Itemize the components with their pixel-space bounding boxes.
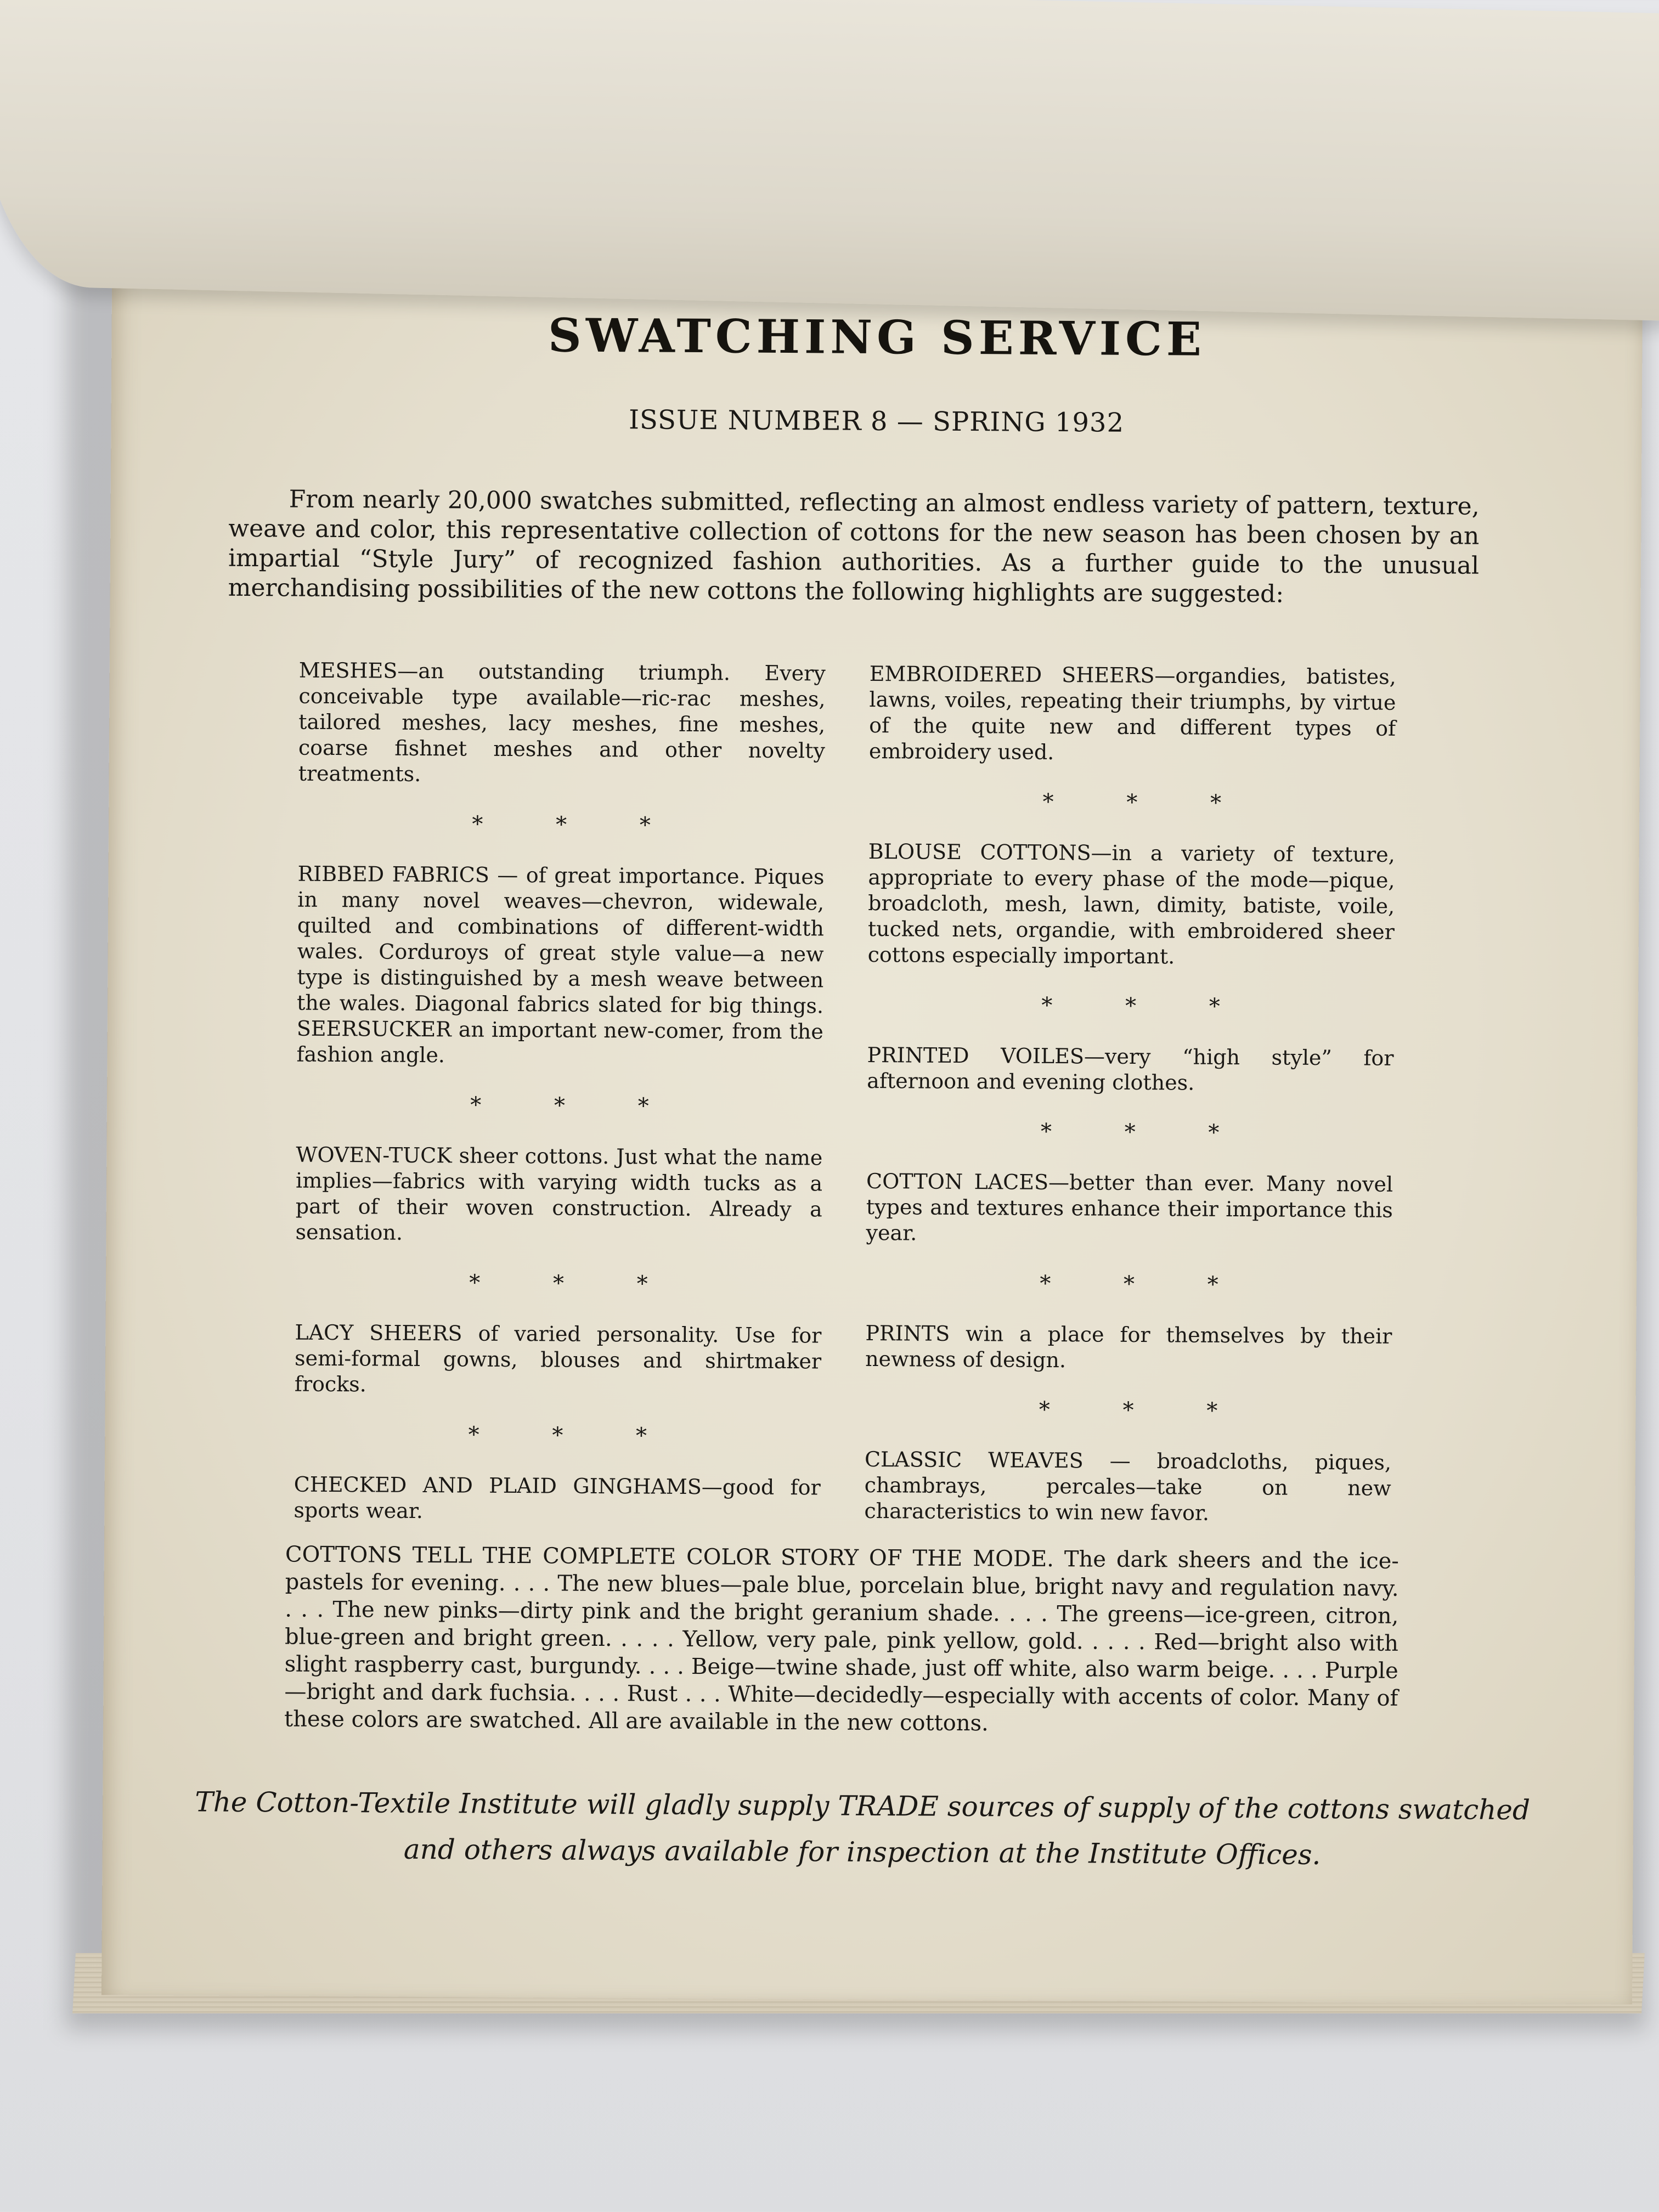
highlight-printed-voiles: PRINTED VOILES—very “high style” for afternoon and evening clothes. xyxy=(867,1042,1394,1095)
separator-stars: * * * xyxy=(470,1092,682,1119)
highlight-embroidered-sheers: EMBROIDERED SHEERS—organdies, batistes, lawns, voiles, repeating their triumphs, by virtue of the quite new and different types of embroidery used. xyxy=(868,661,1396,765)
document-page xyxy=(101,201,1643,2005)
highlight-classic-weaves: CLASSIC WEAVES — broadcloths, piques, chambrays, percales—take on new characteristics to win new favor. xyxy=(864,1447,1392,1525)
intro-paragraph: From nearly 20,000 swatches submitted, reflecting an almost endless variety of pattern, texture, weave and color, this representative collection of cottons for the new season has been chosen by an impartial “Style Jury” of recognized fashion authorities. As a further guide to the unusual merchandising possibilities of the new cottons the following highlights are suggested: xyxy=(228,485,1480,608)
color-story-paragraph: COTTONS TELL THE COMPLETE COLOR STORY OF THE MODE. The dark sheers and the ice-pastels for evening. . . . The new blues—pale blue, porcelain blue, bright navy and regulation navy. . . . The new pinks—dirty pink and the bright geranium shade. . . . The greens—ice-green, citron, blue-green and bright green. . . . . Yellow, very pale, pink yellow, gold. . . . . Red—bright also with slight raspberry cast, burgundy. . . . Beige—twine shade, just off white, also warm beige. . . . Purple—bright and dark fuchsia. . . . Rust . . . White—decidedly—especially with accents of color. Many of these colors are swatched. All are available in the new cottons. xyxy=(284,1542,1400,1736)
issue-line: ISSUE NUMBER 8 — SPRING 1932 xyxy=(628,404,1125,438)
left-column xyxy=(294,658,826,1527)
separator-stars: * * * xyxy=(1040,1271,1251,1298)
separator-stars: * * * xyxy=(468,1422,680,1449)
highlight-meshes: MESHES—an outstanding triumph. Every conceivable type available—ric-rac meshes, tailored meshes, lacy meshes, fine meshes, coarse fishnet meshes and other novelty treatments. xyxy=(298,658,826,786)
highlight-woven-tuck: WOVEN-TUCK sheer cottons. Just what the name implies—fabrics with varying width tucks as a part of their woven construction. Already a sensation. xyxy=(295,1142,823,1245)
separator-stars: * * * xyxy=(472,811,684,838)
highlight-ginghams: CHECKED AND PLAID GINGHAMS—good for sports wear. xyxy=(294,1472,821,1523)
highlight-cotton-laces: COTTON LACES—better than ever. Many novel types and textures enhance their importance this year. xyxy=(866,1169,1393,1245)
highlight-prints: PRINTS win a place for themselves by their newness of design. xyxy=(865,1321,1392,1373)
tissue-flap xyxy=(0,0,1659,321)
separator-stars: * * * xyxy=(1040,1119,1252,1146)
highlight-ribbed-fabrics: RIBBED FABRICS — of great importance. Piques in many novel weaves—chevron, widewale, quilted and combinations of different-width wales. Corduroys of great style value—a new type is distinguished by a mesh weave between the wales. Diagonal fabrics slated for big things. SEERSUCKER an important new-comer, from the fashion angle. xyxy=(296,861,825,1068)
separator-stars: * * * xyxy=(1041,992,1253,1020)
closing-note: The Cotton-Textile Institute will gladly supply TRADE sources of supply of the cottons swatched and others always available for inspection at the Institute Offices. xyxy=(195,1786,1531,1871)
separator-stars: * * * xyxy=(469,1270,681,1297)
page-title: SWATCHING SERVICE xyxy=(548,308,1206,366)
separator-stars: * * * xyxy=(1039,1397,1251,1424)
separator-stars: * * * xyxy=(1042,789,1255,816)
highlight-lacy-sheers: LACY SHEERS of varied personality. Use for semi-formal gowns, blouses and shirtmaker frocks. xyxy=(294,1320,822,1397)
highlight-blouse-cottons: BLOUSE COTTONS—in a variety of texture, appropriate to every phase of the mode—pique, broadcloth, mesh, lawn, dimity, batiste, voile, tucked nets, organdie, with embroidered sheer cottons especially important. xyxy=(867,839,1395,969)
right-column xyxy=(864,661,1396,1527)
